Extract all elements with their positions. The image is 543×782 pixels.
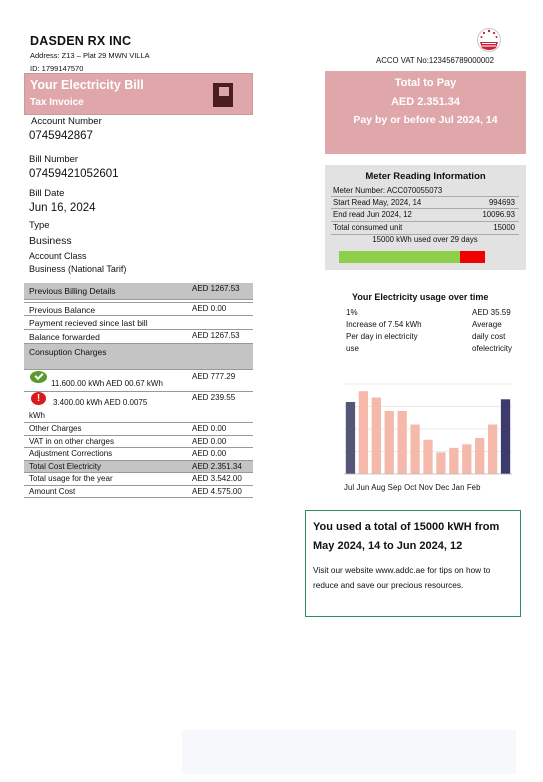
total-amount: AED 2.351.34 [390,96,461,108]
usage-right-line: daily cost [472,332,506,341]
charge-unit: kWh [29,411,45,420]
row-label: Other Charges [29,424,82,433]
usage-right-line: Average [472,320,502,329]
row-value: AED 0.00 [192,449,227,458]
chart-month-labels: Jul Jun Aug Sep Oct Nov Dec Jan Feb [344,483,481,492]
previous-billing-value: AED 1267.53 [192,284,240,293]
row-value: AED 0.00 [192,436,227,446]
table-row [24,473,253,486]
check-icon [30,371,47,383]
usage-right-line: ofelectricity [472,344,513,353]
table-row [24,316,253,330]
table-row [24,330,253,344]
row-label: Total Cost Electricity [29,461,102,471]
bill-date-label: Bill Date [29,188,65,199]
chart-bar [359,391,368,474]
charge-value: AED 239.55 [192,393,236,402]
previous-billing-header [24,283,253,300]
meter-row-value: 15000 [493,223,515,232]
usage-left-line: Increase of 7.54 kWh [346,320,422,329]
meter-row-label: Start Read May, 2024, 14 [333,198,422,207]
usage-bar-red [460,251,485,263]
chart-bar [449,448,458,474]
bill-number-label: Bill Number [29,154,79,165]
usage-right-text [472,307,538,355]
account-type: Business [29,235,72,247]
row-label: VAT in on other charges [29,436,114,446]
table-row [24,436,253,449]
account-number: 0745942867 [29,130,93,142]
account-class-label: Account Class [29,251,87,261]
usage-summary-text: Visit our website www.addc.ae for tips on how to reduce and save our precious resources. [313,565,491,590]
bill-header-box [24,73,253,115]
table-row [24,486,253,499]
bill-subtitle: Tax Invoice [30,97,84,108]
company-name: DASDEN RX INC [30,34,132,48]
meter-row [331,222,519,235]
usage-summary-box [305,510,521,617]
chart-bar [501,399,510,474]
chart-bar [385,411,394,474]
meter-row-value: 994693 [488,198,515,207]
account-number-label: Account Number [31,116,102,127]
chart-bar [488,425,497,475]
total-to-pay-box [325,71,526,154]
chart-bar [346,402,355,474]
due-date: Pay by or before Jul 2024, 14 [353,114,498,126]
bill-number: 07459421052601 [29,168,119,180]
meter-row-value: 10096.93 [482,210,515,219]
chart-bar [372,398,381,475]
company-id: ID: 1799147570 [30,64,84,73]
bill-date: Jun 16, 2024 [29,202,96,214]
row-value: AED 2.351.34 [192,461,242,471]
table-row [24,423,253,436]
row-value: AED 0.00 [192,304,227,313]
meter-row [331,196,519,209]
row-value: AED 1267.53 [192,331,240,340]
bill-title: Your Electricity Bill [30,78,144,92]
meter-row [331,209,519,222]
meter-reading-panel [325,165,526,270]
usage-bar-green [339,251,460,263]
usage-title: Your Electricity usage over time [352,292,489,302]
usage-bar-chart [338,380,518,478]
meter-row-label: End read Jun 2024, 12 [333,210,412,219]
row-label: Amount Cost [29,486,76,496]
row-value: AED 0.00 [192,424,227,433]
consumption-label: Consuption Charges [29,347,107,357]
row-label: Balance forwarded [29,332,100,342]
row-value: AED 3.542.00 [192,474,242,483]
row-value: AED 4.575.00 [192,486,242,496]
row-label: Previous Balance [29,305,96,315]
chart-bar [475,438,484,474]
company-address: Address: Z13 – Plat 29 MWN VILLA [30,51,150,60]
total-label: Total to Pay [394,77,457,89]
row-label: Adjustment Corrections [29,449,113,458]
table-row-total [24,461,253,474]
usage-left-line: 1% [346,308,358,317]
table-row [24,302,253,316]
chart-bar [436,452,445,474]
account-class: Business (National Tarif) [29,264,127,274]
meter-row-label: Total consumed unit [333,223,403,232]
usage-summary-headline: You used a total of 15000 kWH from May 2024, 14 to Jun 2024, 12 [313,521,500,552]
alert-icon: ! [31,392,46,405]
charge-text: 11.600.00 kWh AED 00.67 kWh [51,379,163,388]
utility-logo-icon [476,27,502,53]
usage-left-line: Per day in electricity [346,332,418,341]
charge-text: 3.400.00 kWh AED 0.0075 [53,398,148,407]
qr-mark-detail [219,87,229,96]
chart-bar [398,411,407,474]
usage-right-line: AED 35.59 [472,308,511,317]
charge-value: AED 777.29 [192,372,236,381]
faint-footer-area [182,730,516,774]
chart-bar [410,425,419,475]
usage-left-text [346,307,446,355]
row-label: Payment recieved since last bill [29,318,148,328]
row-label: Total usage for the year [29,474,113,483]
usage-left-line: use [346,344,359,353]
previous-billing-label: Previous Billing Details [29,286,116,296]
charge-row [24,370,253,392]
type-label: Type [29,220,50,231]
table-row [24,448,253,461]
consumption-header [24,344,253,370]
meter-number: Meter Number: ACC070055073 [333,186,443,195]
meter-title: Meter Reading Information [365,171,486,182]
chart-bar [423,440,432,474]
charge-row [24,392,253,423]
vat-number: ACCO VAT No:123456789000002 [376,56,494,65]
usage-summary: 15000 kWh used over 29 days [372,235,478,244]
chart-bar [462,444,471,474]
